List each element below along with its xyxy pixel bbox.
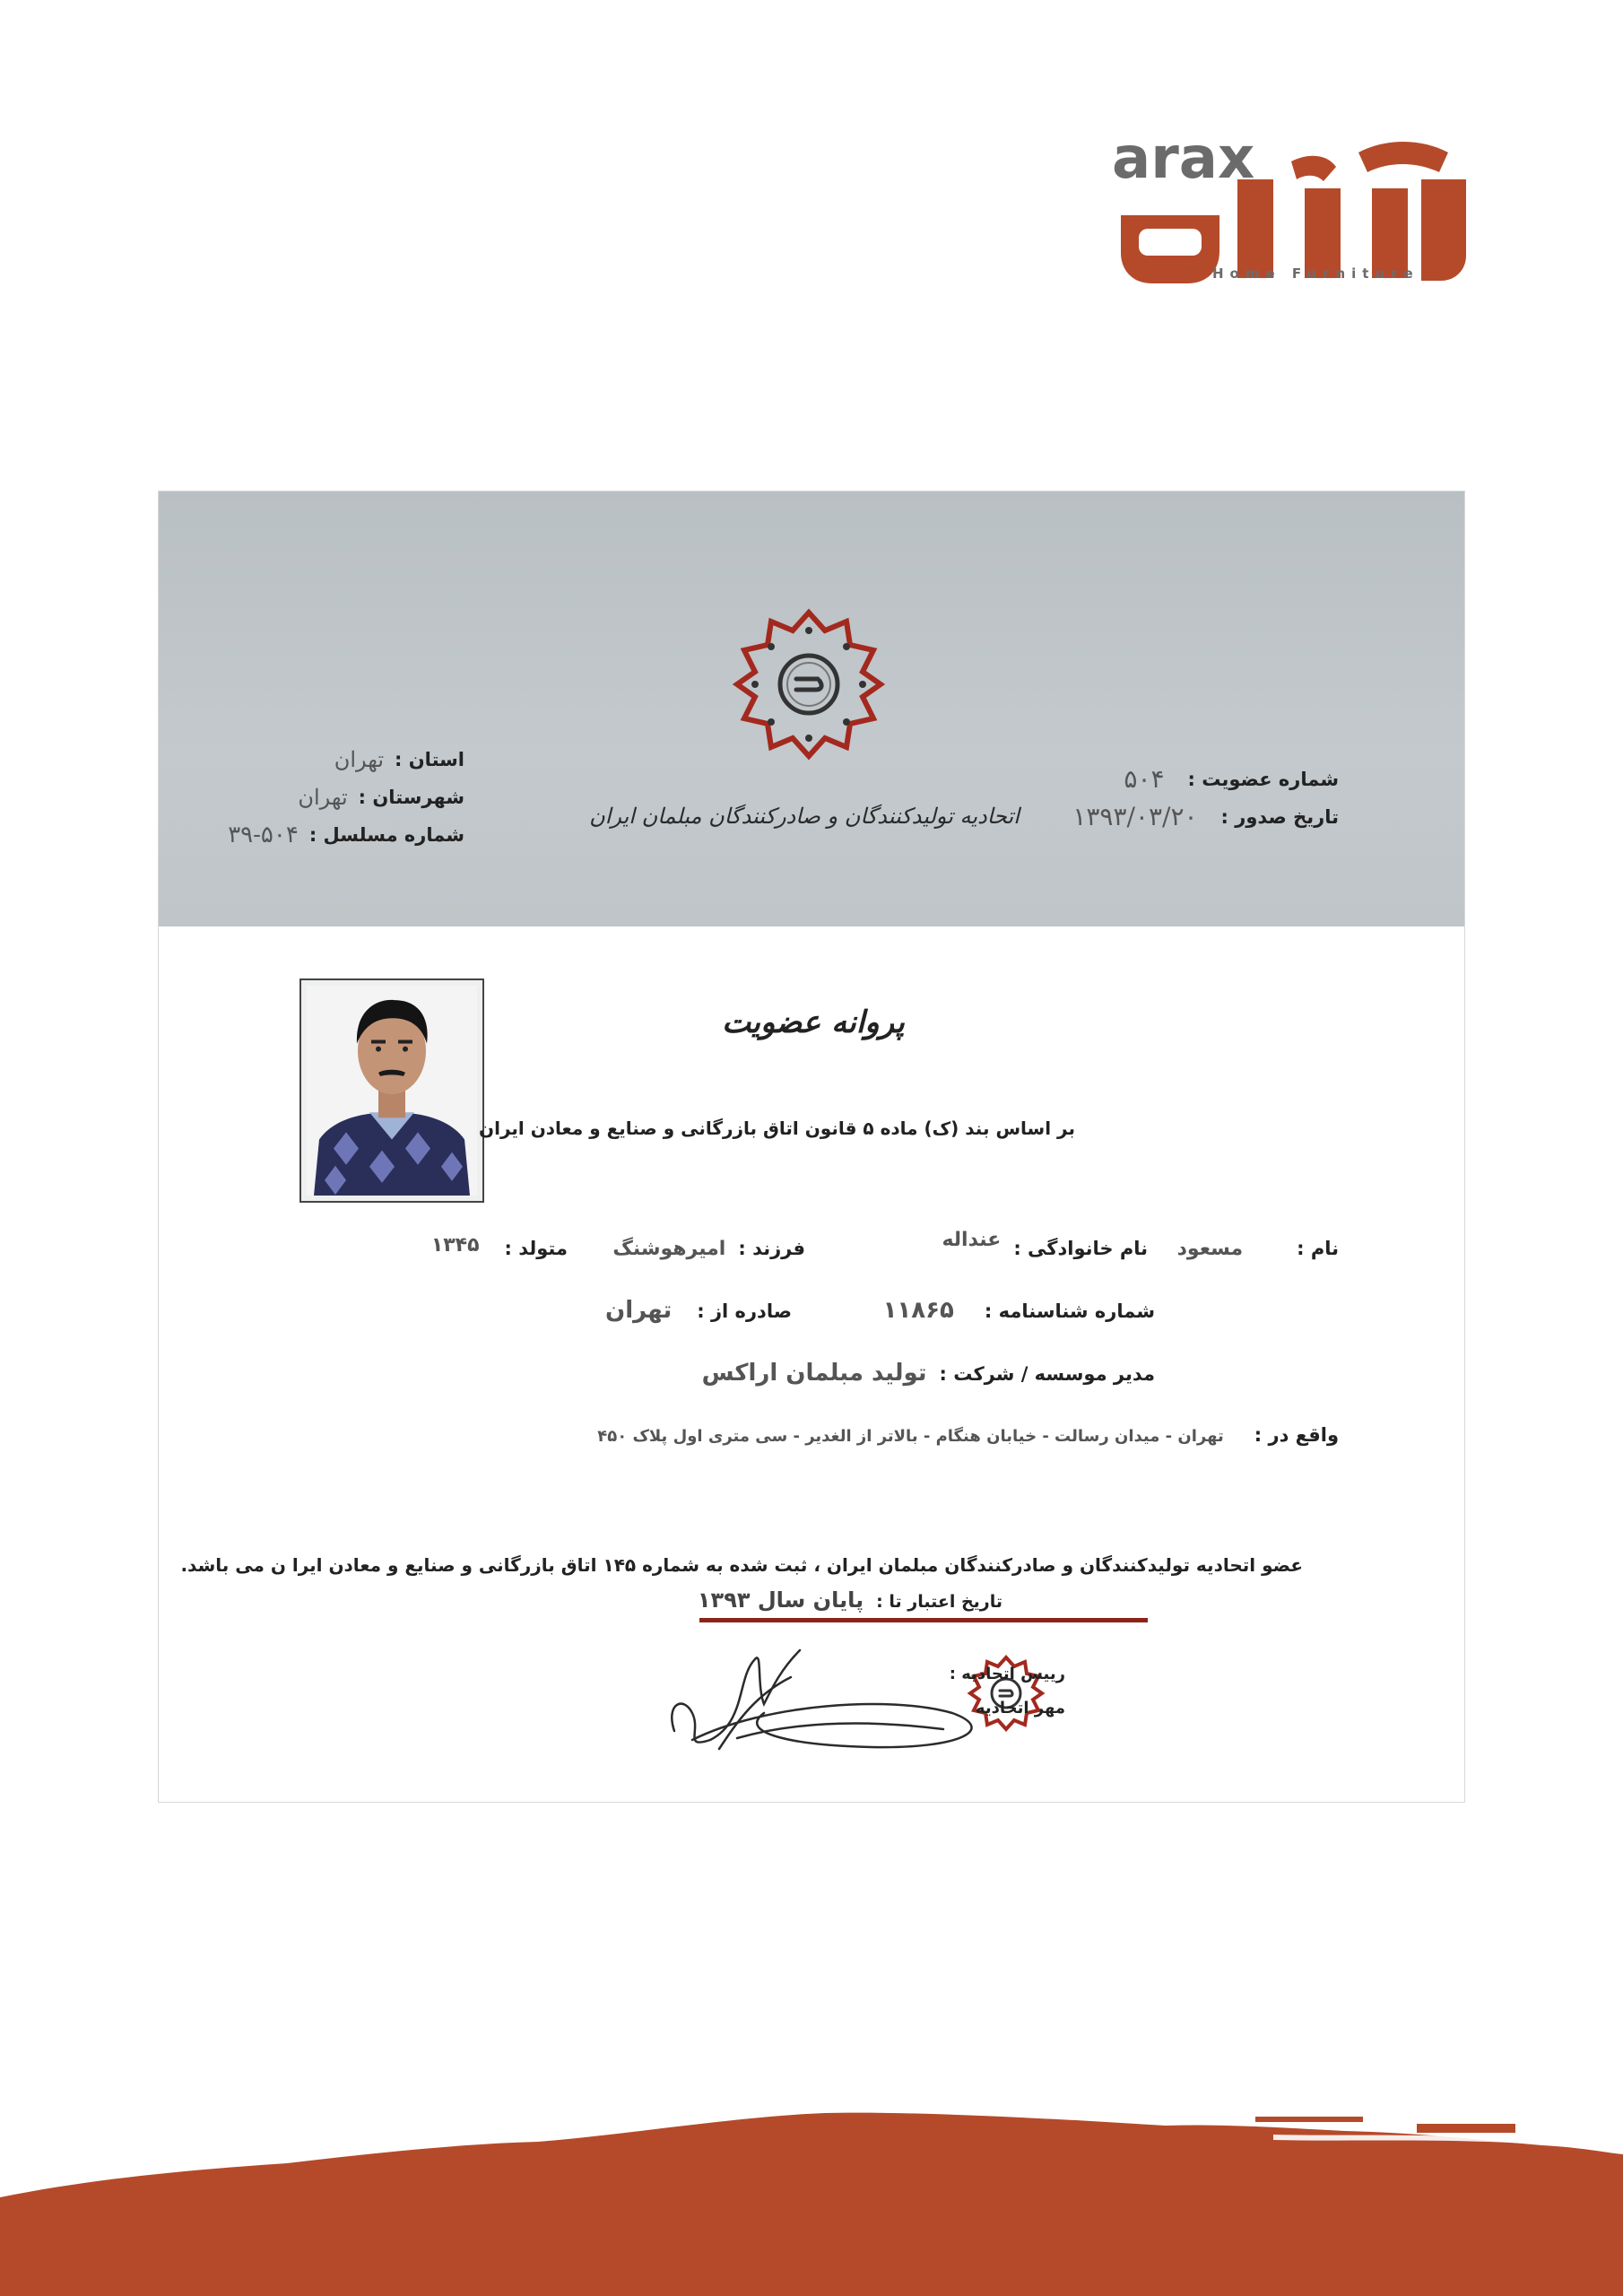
issue-date-label: تاریخ صدور : [1220,806,1339,828]
address-label: واقع در : [1254,1424,1339,1446]
city-value: تهران [298,785,348,810]
province-value: تهران [334,747,385,772]
name-field [1177,1238,1339,1260]
certificate-title: پروانه عضویت [722,1004,905,1040]
validity-underline [699,1618,1148,1622]
union-emblem-icon [733,608,885,761]
family-name-value: عنداله [942,1229,1002,1251]
father-name-label: فرزند : [738,1238,805,1259]
legal-basis-text: بر اساس بند (ک) ماده ۵ قانون اتاق بازرگانی و صنایع و معادن ایران [479,1118,1075,1139]
bottom-brush-band [0,2081,1623,2296]
address-value: تهران - میدان رسالت - خیابان هنگام - بالاتر از الغدیر - سی متری اول پلاک ۴۵۰ [597,1427,1224,1446]
family-name-label: نام خانوادگی : [1013,1238,1148,1259]
seal-label: مهر اتحادیه [975,1699,1065,1718]
birth-year-field [430,1234,568,1260]
issue-date-value: ۱۳۹۳/۰۳/۲۰ [1072,802,1198,831]
name-value: مسعود [1176,1238,1244,1260]
father-name-value: امیرهوشنگ [612,1238,726,1260]
company-field [702,1360,1155,1387]
validity-label: تاریخ اعتبار تا : [876,1592,1002,1612]
logo-tagline: Home Furniture [1212,265,1419,282]
family-name-field [942,1229,1148,1260]
membership-certificate [158,491,1465,1803]
president-label: رییس اتحادیه : [949,1665,1065,1683]
validity-value: پایان سال ۱۳۹۳ [697,1587,864,1613]
header-location-block [228,741,464,854]
union-name: اتحادیه تولیدکنندگان و صادرکنندگان مبلمان ایران [589,804,1020,829]
issued-from-field [605,1297,792,1324]
arax-logo [1112,126,1488,296]
issued-from-value: تهران [605,1297,673,1324]
signature-area [656,1623,1159,1758]
company-label: مدیر موسسه / شرکت : [939,1363,1155,1385]
serial-label: شماره مسلسل : [308,824,464,846]
handwritten-signature [672,1650,971,1749]
validity-field [698,1587,1002,1613]
province-label: استان : [395,749,464,770]
membership-no-value: ۵۰۴ [1124,764,1165,794]
membership-statement: عضو اتحادیه تولیدکنندگان و صادرکنندگان مبلمان ایران ، ثبت شده به شماره ۱۴۵ اتاق بازرگانی و صنایع و معادن ایرا ن می باشد. [180,1554,1303,1576]
birth-year-label: متولد : [504,1238,568,1259]
signature-labels [950,1657,1065,1726]
id-number-label: شماره شناسنامه : [984,1300,1155,1322]
city-label: شهرستان : [358,787,464,808]
name-label: نام : [1297,1238,1339,1259]
id-number-value: ۱۱۸۶۵ [882,1297,954,1324]
birth-year-value: ۱۳۴۵ [430,1234,480,1257]
membership-no-label: شماره عضویت : [1187,769,1339,790]
issued-from-label: صادره از : [697,1300,792,1322]
id-number-field [883,1297,1155,1324]
logo-latin-text: arax [1112,126,1255,192]
address-field [597,1424,1339,1446]
company-value: تولید مبلمان اراکس [701,1360,927,1387]
father-name-field [612,1238,805,1260]
header-membership-block [1072,761,1339,836]
serial-value: ۳۹-۵۰۴ [228,822,299,848]
member-photo [299,978,484,1203]
